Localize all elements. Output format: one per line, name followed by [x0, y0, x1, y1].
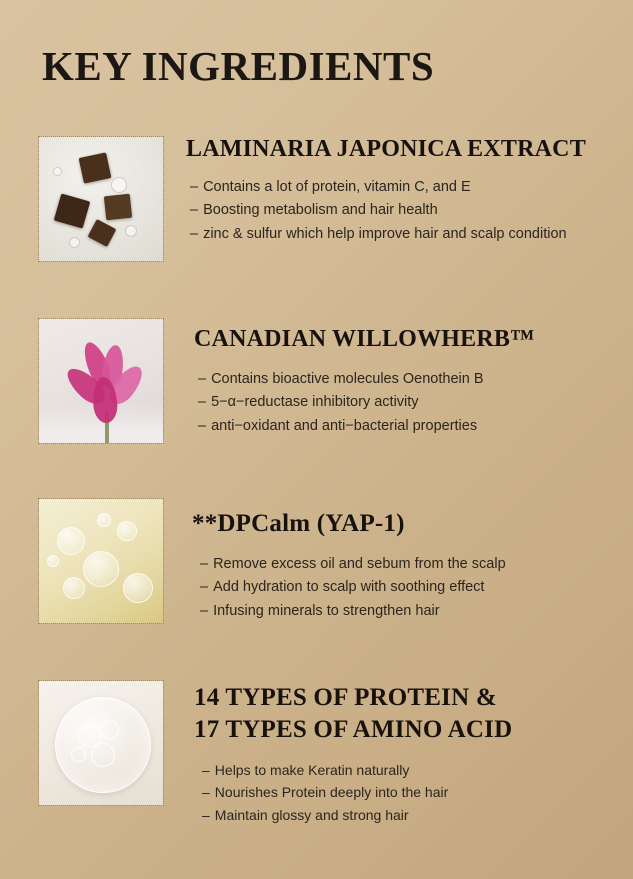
dpcalm-oil-thumbnail	[38, 498, 164, 624]
bullet-text: Remove excess oil and sebum from the scalp	[213, 555, 506, 572]
ingredient-heading	[194, 684, 598, 745]
bullet-text: Contains bioactive molecules Oenothein B	[211, 370, 484, 387]
ingredient-body	[164, 318, 598, 438]
bullet-marker: –	[190, 178, 199, 195]
ingredient-heading: LAMINARIA JAPONICA EXTRACT	[186, 136, 586, 162]
list-item	[190, 223, 598, 246]
ingredient-heading-line1: 14 TYPES OF PROTEIN &	[194, 684, 497, 711]
bullet-text: Nourishes Protein deeply into the hair	[214, 784, 449, 801]
list-item	[200, 576, 598, 599]
ingredient-heading-line2: 17 TYPES OF AMINO ACID	[194, 715, 513, 743]
list-item	[190, 176, 598, 199]
bullet-marker: –	[190, 202, 199, 219]
bullet-text: Maintain glossy and strong hair	[214, 806, 409, 823]
bullet-marker: –	[202, 784, 210, 801]
bullet-marker: –	[202, 761, 210, 778]
list-item	[200, 553, 598, 576]
bullet-text: 5−α−reductase inhibitory activity	[211, 394, 419, 411]
ingredient-section-laminaria	[38, 136, 598, 262]
ingredient-body	[164, 498, 598, 623]
laminaria-japonica-thumbnail	[38, 136, 164, 262]
ingredient-body	[164, 136, 598, 246]
ingredient-section-protein	[38, 680, 598, 827]
bullet-marker: –	[190, 225, 199, 242]
ingredient-section-willowherb	[38, 318, 598, 444]
list-item	[190, 199, 598, 222]
page-title: KEY INGREDIENTS	[42, 43, 435, 89]
list-item	[198, 415, 598, 438]
protein-amino-acid-thumbnail	[38, 680, 164, 806]
list-item	[202, 759, 598, 782]
bullet-marker: –	[200, 555, 209, 572]
canadian-willowherb-thumbnail	[38, 318, 164, 444]
list-item	[198, 391, 598, 414]
bullet-text: Contains a lot of protein, vitamin C, and E	[203, 178, 471, 195]
bullet-text: Helps to make Keratin naturally	[214, 761, 410, 778]
list-item	[202, 781, 598, 804]
bullet-marker: –	[200, 579, 209, 596]
ingredient-bullets	[194, 368, 598, 438]
bullet-text: Infusing minerals to strengthen hair	[213, 602, 440, 619]
bullet-text: anti−oxidant and anti−bacterial properties	[211, 417, 478, 434]
ingredient-heading: **DPCalm (YAP-1)	[192, 510, 405, 537]
bullet-marker: –	[198, 417, 207, 434]
list-item	[202, 804, 598, 827]
ingredient-section-dpcalm	[38, 498, 598, 624]
bullet-marker: –	[200, 602, 209, 619]
list-item	[198, 368, 598, 391]
bullet-marker: –	[202, 806, 210, 823]
bullet-marker: –	[198, 394, 207, 411]
bullet-text: Boosting metabolism and hair health	[203, 202, 438, 219]
ingredient-heading: CANADIAN WILLOWHERB™	[194, 326, 535, 352]
ingredient-bullets	[186, 176, 598, 246]
ingredient-body	[164, 680, 598, 827]
list-item	[200, 600, 598, 623]
bullet-marker: –	[198, 370, 207, 387]
ingredient-bullets	[192, 553, 598, 623]
ingredient-bullets	[194, 759, 598, 827]
bullet-text: Add hydration to scalp with soothing effect	[213, 579, 485, 596]
bullet-text: zinc & sulfur which help improve hair and scalp condition	[203, 225, 567, 242]
